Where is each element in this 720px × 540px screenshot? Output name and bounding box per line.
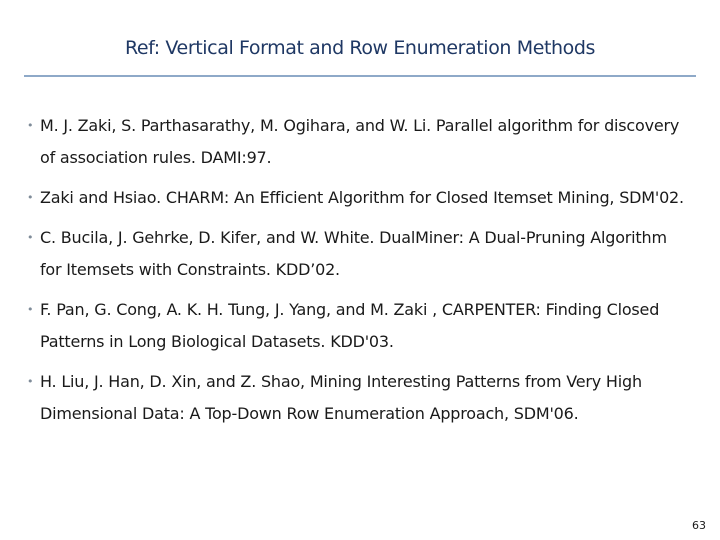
slide-title: Ref: Vertical Format and Row Enumeration Methods bbox=[124, 37, 596, 59]
reference-text: Zaki and Hsiao. CHARM: An Efficient Algorithm for Closed Itemset Mining, SDM'02. bbox=[40, 188, 684, 207]
bullet-dot-icon: • bbox=[27, 303, 34, 316]
reference-text: H. Liu, J. Han, D. Xin, and Z. Shao, Mining Interesting Patterns from Very High Dimensional Data: A Top-Down Row Enumeration Approach, SDM'06. bbox=[40, 372, 642, 423]
reference-item bbox=[24, 110, 684, 174]
bullet-dot-icon: • bbox=[27, 191, 34, 204]
bullet-dot-icon: • bbox=[27, 231, 34, 244]
reference-text: M. J. Zaki, S. Parthasarathy, M. Ogihara, and W. Li. Parallel algorithm for discovery of association rules. DAMI:97. bbox=[40, 116, 680, 167]
reference-item bbox=[24, 294, 684, 358]
reference-text: C. Bucila, J. Gehrke, D. Kifer, and W. White. DualMiner: A Dual-Pruning Algorithm for Itemsets with Constraints. KDD’02. bbox=[40, 228, 667, 279]
reference-item bbox=[24, 366, 684, 430]
bullet-dot-icon: • bbox=[27, 119, 34, 132]
page-number: 63 bbox=[692, 519, 706, 532]
reference-item bbox=[24, 182, 684, 214]
title-divider bbox=[24, 75, 696, 77]
bullet-dot-icon: • bbox=[27, 375, 34, 388]
reference-item bbox=[24, 222, 684, 286]
reference-list bbox=[24, 110, 684, 438]
reference-text: F. Pan, G. Cong, A. K. H. Tung, J. Yang, and M. Zaki , CARPENTER: Finding Closed Patterns in Long Biological Datasets. KDD'03. bbox=[40, 300, 660, 351]
